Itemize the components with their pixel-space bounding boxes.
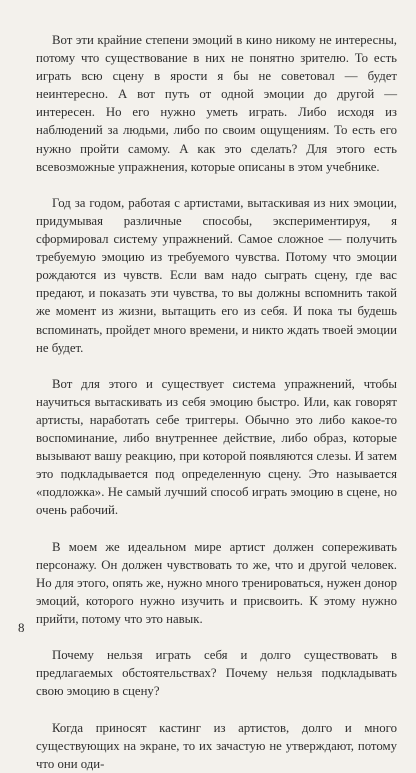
body-text [36,31,397,773]
paragraph-4: В моем же идеальном мире артист должен сопереживать персонажу. Он должен чувствовать то же, что и другой человек. Но для этого, опять же, нужно много тренироваться, нужен донор эмоций, которого нужно изучить и присвоить. К этому нужно прийти, потому что это навык. [36,539,397,626]
paragraph-3: Вот для этого и существует система упражнений, чтобы научиться вытаскивать из себя эмоцию быстро. Или, как говорят артисты, наработать себе триггеры. Обычно это либо какое-то воспоминание, либо внутреннее действие, либо образ, которые вызывают вашу реакцию, при которой появляются слезы. И затем это подкладывается под определенную сцену. Это называется «подложка». Не самый лучший способ играть эмоцию в сцене, но очень рабочий. [36,376,397,518]
paragraph-1: Вот эти крайние степени эмоций в кино никому не интересны, потому что существование в них не понятно зрителю. То есть играть всю сцену в ярости я бы не советовал — будет неинтересно. А вот путь от одной эмоции до другой — интересен. Но его нужно уметь играть. Либо исходя из наблюдений за людьми, либо по своим ощущениям. То есть его нужно пройти самому. А как это сделать? Для этого есть всевозможные упражнения, которые описаны в этом учебнике. [36,33,397,174]
paragraph-2: Год за годом, работая с артистами, вытаскивая из них эмоции, придумывая различные способы, экспериментируя, я сформировал систему упражнений. Самое сложное — получить требуемую эмоцию из требуемого чувства. Потому что эмоции рождаются из чувств. Если вам надо сыграть сцену, где вас предают, и показать эти чувства, то вы должны вспомнить такой же момент из жизни, вытащить его из себя. И пока ты будешь вспоминать, пройдет много времени, и никто ждать твоей эмоции не будет. [36,195,397,355]
paragraph-6: Когда приносят кастинг из артистов, долго и много существующих на экране, то их зачастую не утверждают, потому что они оди- [36,720,397,771]
page-number: 8 [18,620,25,635]
paragraph-5: Почему нельзя играть себя и долго существовать в предлагаемых обстоятельствах? Почему нельзя подкладывать свою эмоцию в сцену? [36,648,397,699]
